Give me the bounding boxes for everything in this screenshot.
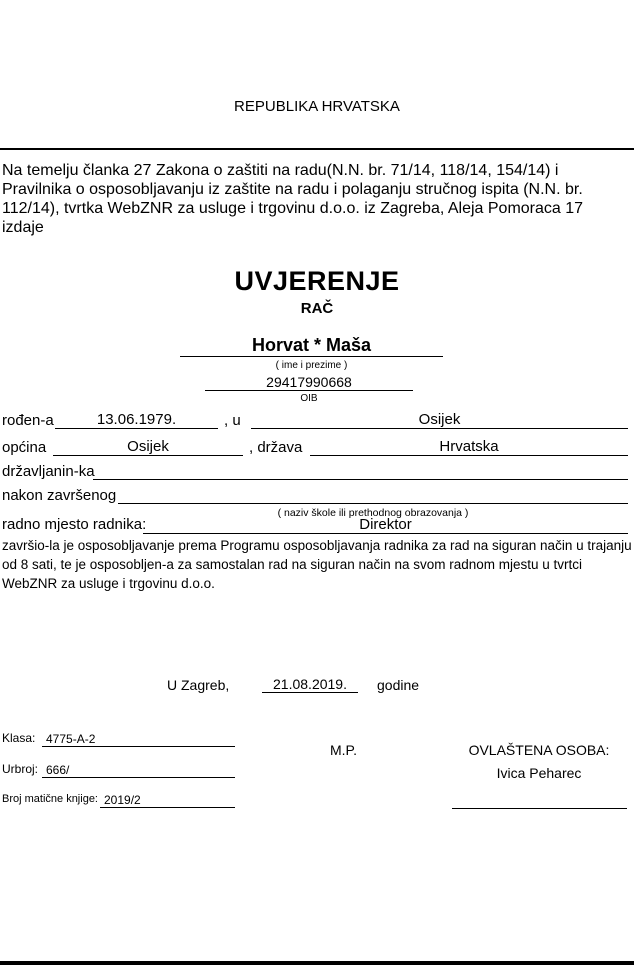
job-field <box>143 515 628 534</box>
dateline-suffix: godine <box>377 677 420 693</box>
municipality-field <box>53 438 243 456</box>
authorized-label: OVLAŠTENA OSOBA: <box>468 742 610 758</box>
education-field <box>118 486 628 504</box>
date-field <box>262 675 358 693</box>
born-place-value: Osijek <box>418 411 461 428</box>
oib-caption: OIB <box>300 393 318 404</box>
born-place-label: , u <box>224 412 241 429</box>
born-label: rođen-a <box>2 412 54 429</box>
person-name-field <box>180 334 443 357</box>
education-label: nakon završenog <box>2 487 117 504</box>
statement-paragraph: završio-la je osposobljavanje prema Programu osposobljavanja radnika za rad na siguran način u trajanju od 8 sati, te je osposobljen-a za samostalan rad na siguran način na svom radnom mjestu u tvrtci WebZNR za usluge i trgovinu d.o.o. <box>2 538 632 591</box>
document-title: UVJERENJE <box>234 266 400 296</box>
country-value: Hrvatska <box>439 438 499 455</box>
authorized-name: Ivica Peharec <box>496 765 582 781</box>
born-place-field <box>251 411 628 429</box>
klasa-value: 4775-A-2 <box>46 732 96 746</box>
top-rule <box>0 148 634 150</box>
country-header: REPUBLIKA HRVATSKA <box>234 98 400 115</box>
citizenship-field <box>93 462 628 480</box>
dateline-prefix: U Zagreb, <box>167 677 230 693</box>
date-value: 21.08.2019. <box>273 676 347 692</box>
education-caption: ( naziv škole ili prethodnog obrazovanja ) <box>277 507 469 519</box>
urbroj-label: Urbroj: <box>2 762 39 776</box>
oib-value: 29417990668 <box>266 374 352 390</box>
job-value: Direktor <box>359 516 412 533</box>
person-name: Horvat * Maša <box>251 335 372 355</box>
name-caption: ( ime i prezime ) <box>275 360 348 371</box>
citizenship-label: državljanin-ka <box>2 463 95 480</box>
klasa-label: Klasa: <box>2 731 36 745</box>
signature-line <box>452 808 627 809</box>
municipality-value: Osijek <box>127 438 169 455</box>
stamp-placeholder: M.P. <box>330 742 357 758</box>
document-subtitle: RAČ <box>300 300 334 317</box>
oib-field <box>205 373 413 391</box>
born-date-field <box>55 411 218 429</box>
urbroj-value: 666/ <box>46 763 70 777</box>
born-date-value: 13.06.1979. <box>96 411 177 428</box>
municipality-label: općina <box>2 439 47 456</box>
registry-label: Broj matične knjige: <box>2 793 98 805</box>
bottom-rule <box>0 961 634 965</box>
country-label: , država <box>249 439 303 456</box>
country-field <box>310 438 628 456</box>
job-label: radno mjesto radnika: <box>2 516 147 533</box>
registry-field <box>100 790 235 808</box>
registry-value: 2019/2 <box>104 793 141 807</box>
klasa-field <box>42 729 235 747</box>
urbroj-field <box>42 760 235 778</box>
intro-paragraph: Na temelju članka 27 Zakona o zaštiti na radu(N.N. br. 71/14, 118/14, 154/14) i Pravilnika o osposobljavanju iz zaštite na radu i polaganju stručnog ispita (N.N. br. 112/14), tvrtka WebZNR za usluge i trgovinu d.o.o. iz Zagreba, Aleja Pomoraca 17 izdaje <box>2 162 584 236</box>
